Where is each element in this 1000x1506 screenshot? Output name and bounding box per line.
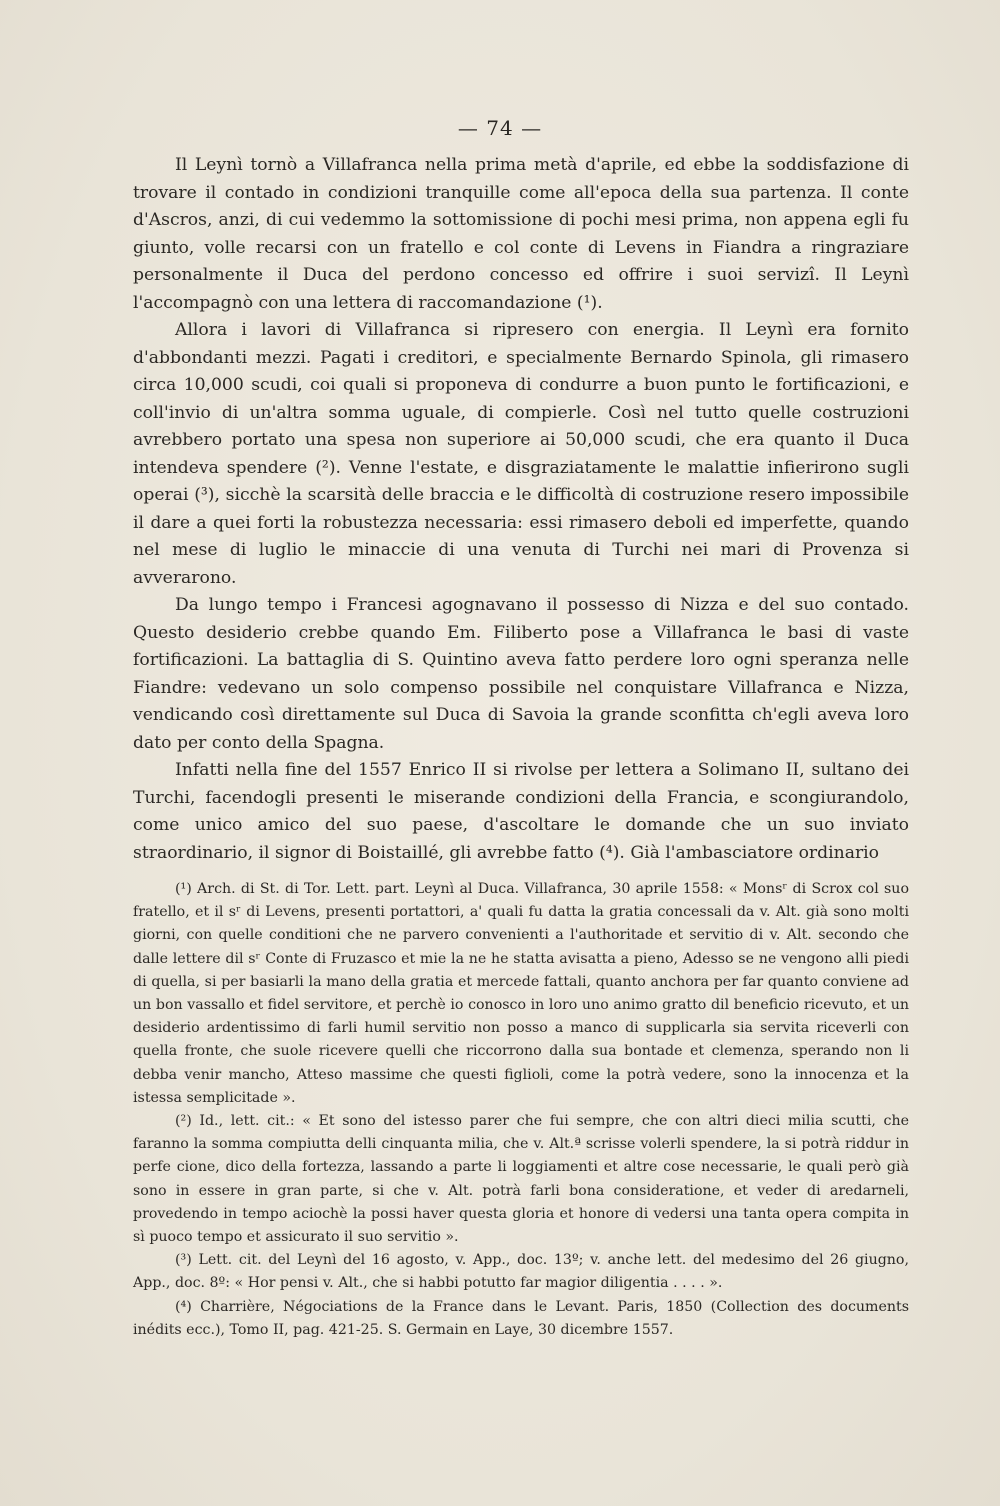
paragraph-3: Da lungo tempo i Francesi agognavano il possesso di Nizza e del suo contado. Questo desiderio crebbe quando Em. Filiberto pose a Villafranca le basi di vaste fortificazioni. La battaglia di S. Quintino aveva fatto perdere loro ogni speranza nelle Fiandre: vedevano un solo compenso possibile nel conquistare Villafranca e Nizza, vendicando così direttamente sul Duca di Savoia la grande sconfitta ch'egli aveva loro dato per conto della Spagna.	[133, 595, 909, 753]
paragraph-4: Infatti nella fine del 1557 Enrico II si rivolse per lettera a Solimano II, sultano dei Turchi, facendogli presenti le miserande condizioni della Francia, e scongiurandolo, come unico amico del suo paese, d'ascoltare le domande che un suo inviato straordinario, il signor di Boistaillé, gli avrebbe fatto (⁴). Già l'ambasciatore ordinario	[133, 760, 909, 863]
footnote-1: (¹) Arch. di St. di Tor. Lett. part. Leynì al Duca. Villafranca, 30 aprile 1558: « Monsʳ di Scrox col suo fratello, et il sʳ di Levens, presenti portattori, a' quali fu datta la gratia concessali da v. Alt. già sono molti giorni, con quelle conditioni che ne parvero convenienti a l'authoritade et servitio di v. Alt. secondo che dalle lettere dil sʳ Conte di Fruzasco et mie la ne he statta avisatta a pieno, Adesso se ne vengono alli piedi di quella, si per basiarli la mano della gratia et mercede fattali, quanto anchora per far quanto conviene ad un bon vassallo et fidel servitore, et perchè io conosco in loro uno animo gratto dil beneficio ricevuto, et un desiderio ardentissimo di farli humil servitio non posso a manco di supplicarla sia servita riceverli con quella fronte, che suole ricevere quelli che riccorrono dalla sua bontade et clemenza, sperando non li debba venir mancho, Atteso massime che questi figlioli, come la potrà vedere, sono la innocenza et la istessa semplicitade ».	[133, 881, 909, 1106]
main-text	[133, 152, 909, 867]
footnotes	[133, 878, 909, 1342]
paragraph-2: Allora i lavori di Villafranca si ripresero con energia. Il Leynì era fornito d'abbondanti mezzi. Pagati i creditori, e specialmente Bernardo Spinola, gli rimasero circa 10,000 scudi, coi quali si proponeva di condurre a buon punto le fortificazioni, e coll'invio di un'altra somma uguale, di compierle. Così nel tutto quelle costruzioni avrebbero portato una spesa non superiore ai 50,000 scudi, che era quanto il Duca intendeva spendere (²). Venne l'estate, e disgraziatamente le malattie infierirono sugli operai (³), sicchè la scarsità delle braccia e le difficoltà di costruzione resero impossibile il dare a quei forti la robustezza necessaria: essi rimasero deboli ed imperfette, quando nel mese di luglio le minaccie di una venuta di Turchi nei mari di Provenza si avverarono.	[133, 320, 909, 588]
footnote-4: (⁴) Charrière, Négociations de la France dans le Levant. Paris, 1850 (Collection des documents inédits ecc.), Tomo II, pag. 421-25. S. Germain en Laye, 30 dicembre 1557.	[133, 1298, 909, 1338]
footnote-3: (³) Lett. cit. del Leynì del 16 agosto, v. App., doc. 13º; v. anche lett. del medesimo del 26 giugno, App., doc. 8º: « Hor pensi v. Alt., che si habbi potutto far magior diligentia . . . . ».	[133, 1252, 909, 1292]
page-number: — 74 —	[457, 116, 543, 140]
paragraph-1: Il Leynì tornò a Villafranca nella prima metà d'aprile, ed ebbe la soddisfazione di trovare il contado in condizioni tranquille come all'epoca della sua partenza. Il conte d'Ascros, anzi, di cui vedemmo la sottomissione di pochi mesi prima, non appena egli fu giunto, volle recarsi con un fratello e col conte di Levens in Fiandra a ringraziare personalmente il Duca del perdono concesso ed offrire i suoi servizî. Il Leynì l'accompagnò con una lettera di raccomandazione (¹).	[133, 155, 909, 313]
footnote-2: (²) Id., lett. cit.: « Et sono del istesso parer che fui sempre, che con altri dieci milia scutti, che faranno la somma compiutta delli cinquanta milia, che v. Alt.ª scrisse volerli spendere, la si potrà riddur in perfe cione, dico della fortezza, lassando a parte li loggiamenti et altre cose necessarie, le quali però già sono in essere in gran parte, si che v. Alt. potrà farli bona consideratione, et veder di aredarneli, provedendo in tempo aciochè la possi haver questa gloria et honore di vedersi una tanta opera compita in sì puoco tempo et assicurato il suo servitio ».	[133, 1113, 909, 1246]
